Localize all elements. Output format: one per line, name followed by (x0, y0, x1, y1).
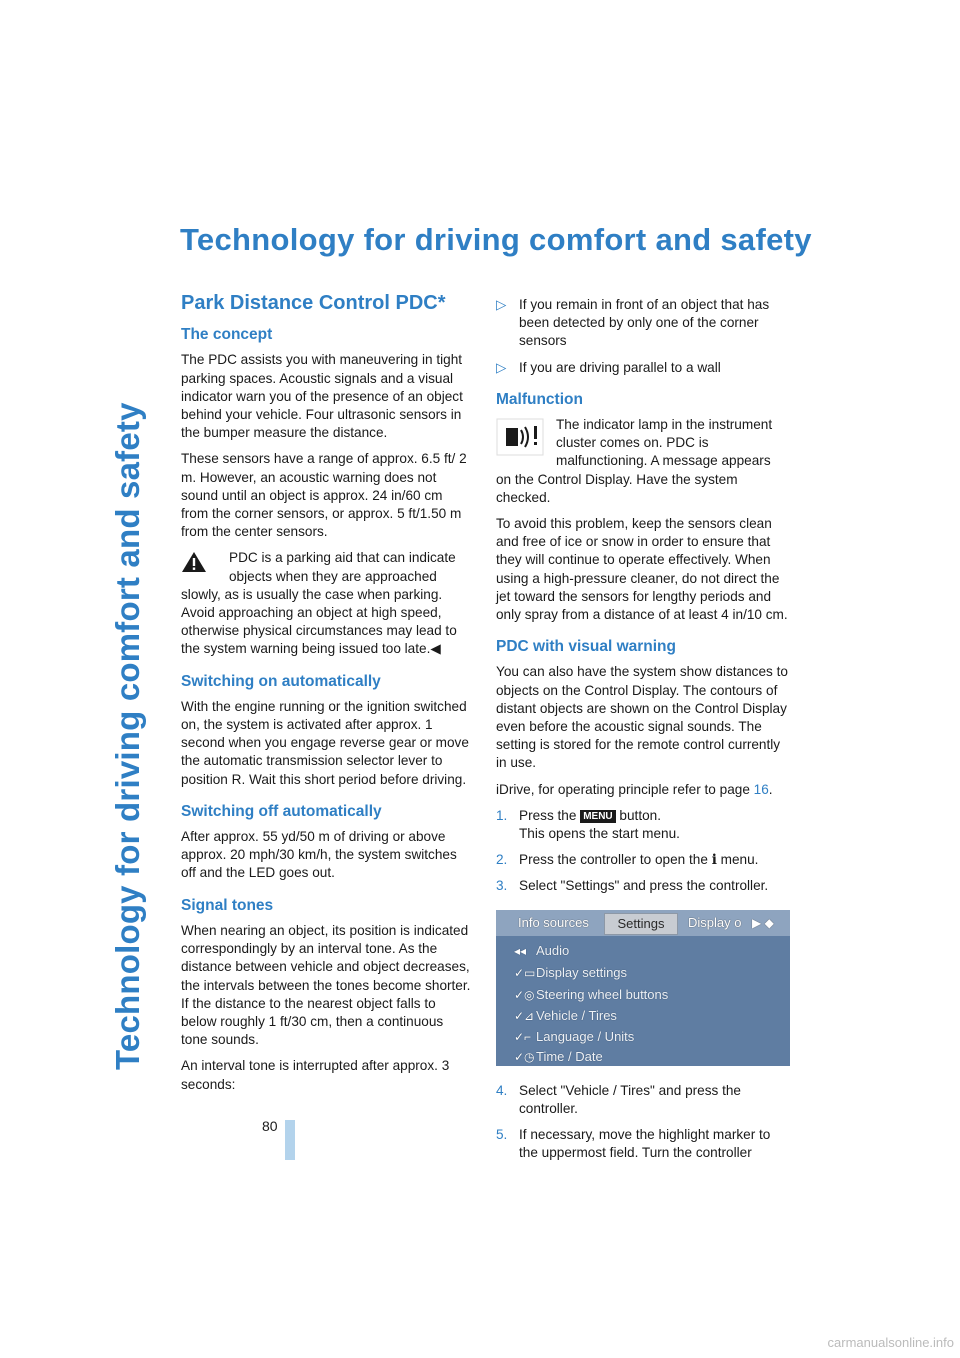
malfunction-heading: Malfunction (496, 390, 583, 408)
section-title: Park Distance Control PDC* (181, 292, 446, 314)
menu-tab-bar (496, 910, 790, 936)
bullet-marker: ▷ (496, 297, 507, 312)
footer-watermark: carmanualsonline.info (827, 1335, 954, 1350)
idrive-reference: iDrive, for operating principle refer to page 16. (496, 781, 773, 797)
menu-item-audio: ◂◂ Audio (514, 940, 569, 961)
step-item: 5. If necessary, move the highlight marker to the uppermost field. Turn the controller (496, 1127, 771, 1161)
switch-off-text: After approx. 55 yd/50 m of driving or above approx. 20 mph/30 km/h, the system switches off and the LED goes out. (181, 829, 457, 881)
audio-icon: ◂◂ (514, 943, 527, 958)
steering-wheel-icon: ✓◎ (514, 987, 535, 1002)
car-icon: ✓⊿ (514, 1008, 535, 1023)
settings-menu-screenshot (496, 910, 790, 1066)
warning-text-b: slowly, as is usually the case when parking. Avoid approaching an object at high speed, otherwise physical circumstances may lead to the system warning being issued too late.◀ (181, 586, 457, 657)
visual-warning-heading: PDC with visual warning (496, 638, 676, 656)
page-number: 80 (262, 1118, 278, 1134)
menu-button-icon: MENU (580, 810, 615, 823)
step-item: 1. Press the MENU button. This opens the start menu. (496, 807, 680, 842)
warning-triangle-icon (181, 551, 207, 573)
left-column (181, 290, 473, 1102)
switch-on-heading: Switching on automatically (181, 672, 381, 690)
page-link[interactable]: 16 (753, 781, 769, 797)
step-item: 4. Select "Vehicle / Tires" and press the controller. (496, 1082, 741, 1116)
menu-item-display-settings: ✓▭Display settings (514, 962, 627, 983)
signal-tones-heading: Signal tones (181, 896, 274, 914)
language-icon: ✓⌐ (514, 1029, 532, 1044)
page-title: Technology for driving comfort and safety (180, 222, 812, 257)
display-icon: ✓▭ (514, 965, 536, 980)
menu-item-language-units: ✓⌐ Language / Units (514, 1026, 634, 1047)
pdc-indicator-lamp-icon (496, 418, 544, 456)
step-item: 3. Select "Settings" and press the controller. (496, 878, 769, 894)
tab-info-sources: Info sources (518, 914, 589, 930)
switch-off-heading: Switching off automatically (181, 802, 382, 820)
visual-warning-paragraph: You can also have the system show distances to objects on the Control Display. The contours of distant objects are shown on the Control Display even before the acoustic signal sounds. The setting is stored for the remote control currently in use. (496, 664, 788, 771)
list-item: ▷ If you remain in front of an object that has been detected by only one of the corner sensors (496, 297, 770, 349)
signal-tones-paragraph-2: An interval tone is interrupted after approx. 3 seconds: (181, 1058, 450, 1092)
signal-tones-paragraph-1: When nearing an object, its position is indicated correspondingly by an interval tone. As the distance between vehicle and object decreases, the intervals between the tones become shorter. If the distance to the nearest object falls to below roughly 1 ft/30 cm, then a continuous tone sounds. (181, 922, 471, 1048)
concept-heading: The concept (181, 326, 273, 344)
menu-item-time-date: ✓◷Time / Date (514, 1046, 603, 1067)
menu-item-vehicle-tires: ✓⊿ Vehicle / Tires (514, 1005, 617, 1026)
step-item: 2. Press the controller to open the i menu. (496, 852, 759, 869)
list-item: ▷ If you are driving parallel to a wall (496, 359, 788, 377)
switch-on-text: With the engine running or the ignition switched on, the system is activated after approx. 1 second when you engage reverse gear or move the automatic transmission selector lever to position R. Wait this short period before driving. (181, 698, 469, 787)
page-tab-marker (285, 1120, 295, 1160)
right-column (496, 296, 788, 1171)
concept-paragraph-1: The PDC assists you with maneuvering in tight parking spaces. Acoustic signals and a visual indicator warn you of the presence of an object behind your vehicle. Four ultrasonic sensors in the bumper measure the distance. (181, 352, 463, 441)
malfunction-paragraph-1: The indicator lamp in the instrument cluster comes on. PDC is malfunctioning. A message appears on the Control Display. Have the system checked. (496, 417, 773, 505)
bullet-marker: ▷ (496, 359, 507, 375)
side-chapter-title: Technology for driving comfort and safety (109, 402, 146, 1070)
warning-note (181, 549, 473, 658)
malfunction-paragraph-2: To avoid this problem, keep the sensors clean and free of ice or snow in order to ensure that they will continue to operate effectively. When using a high-pressure cleaner, do not direct the jet toward the sensors for lengthy periods and only spray from a distance of at least 4 in/10 cm. (496, 516, 788, 623)
warning-text-a: PDC is a parking aid that can indicate objects when they are approached (229, 550, 456, 584)
clock-icon: ✓◷ (514, 1049, 535, 1064)
info-menu-icon: i (711, 852, 717, 869)
concept-paragraph-2: These sensors have a range of approx. 6.5 ft/ 2 m. However, an acoustic warning does not sound until an object is approx. 24 in/60 cm from the corner sensors, or approx. 5 ft/1.50 m from the center sensors. (181, 451, 467, 540)
arrow-right-icon: ▶ ◆ (752, 915, 774, 930)
tab-display: Display o (688, 914, 742, 930)
menu-item-steering-wheel: ✓◎Steering wheel buttons (514, 984, 668, 1005)
tab-settings: Settings (604, 913, 678, 935)
